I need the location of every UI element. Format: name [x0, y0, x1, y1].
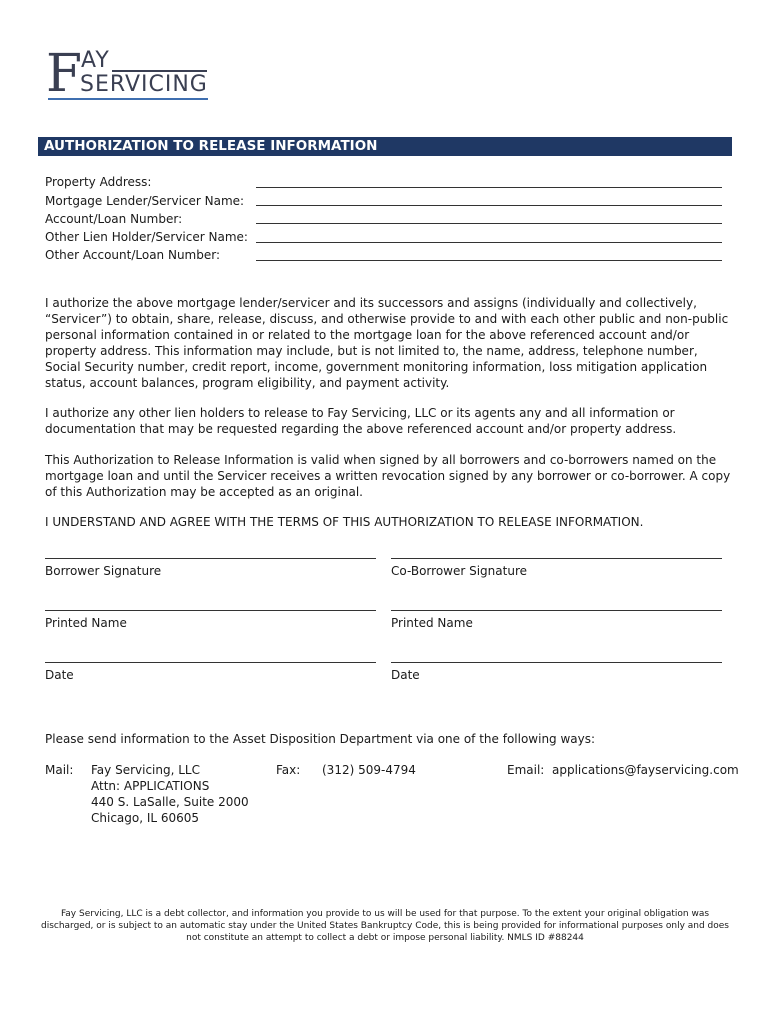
- other-lien-holder-label: Other Lien Holder/Servicer Name:: [45, 230, 248, 244]
- borrower-printed-name-label: Printed Name: [45, 616, 127, 630]
- coborrower-signature-label: Co-Borrower Signature: [391, 564, 527, 578]
- lender-name-field[interactable]: [256, 205, 722, 206]
- page-title: AUTHORIZATION TO RELEASE INFORMATION: [44, 138, 378, 154]
- logo-letters-ay: AY: [81, 48, 110, 73]
- other-account-number-field[interactable]: [256, 260, 722, 261]
- mail-address: [91, 762, 249, 826]
- other-account-number-label: Other Account/Loan Number:: [45, 248, 221, 262]
- lender-name-label: Mortgage Lender/Servicer Name:: [45, 194, 245, 208]
- borrower-date-field[interactable]: [45, 662, 376, 663]
- property-address-label: Property Address:: [45, 175, 152, 189]
- mail-label: Mail:: [45, 763, 74, 777]
- authorization-paragraph-1: I authorize the above mortgage lender/servicer and its successors and assigns (individually and collectively, “Servicer”) to obtain, share, release, discuss, and otherwise provide to and with each other public and non-public personal information contained in or related to the mortgage loan for the above referenced account and/or property address. This information may include, but is not limited to, the name, address, telephone number, Social Security number, credit report, income, government monitoring information, loss mitigation application status, account balances, program eligibility, and payment activity.: [45, 296, 729, 390]
- coborrower-signature-field[interactable]: [391, 558, 722, 559]
- borrower-signature-field[interactable]: [45, 558, 376, 559]
- authorization-paragraph-3: This Authorization to Release Information is valid when signed by all borrowers and co-borrowers named on the mortgage loan and until the Servicer receives a written revocation signed by any borrower or co-borrower. A copy of this Authorization may be accepted as an original.: [45, 453, 731, 499]
- coborrower-date-field[interactable]: [391, 662, 722, 663]
- title-bar: [38, 137, 732, 156]
- property-address-field[interactable]: [256, 187, 722, 188]
- borrower-printed-name-field[interactable]: [45, 610, 376, 611]
- legal-disclaimer: Fay Servicing, LLC is a debt collector, and information you provide to us will be used for that purpose. To the extent your original obligation was discharged, or is subject to an automatic stay under the United States Bankruptcy Code, this is being provided for informational purposes only and does not constitute an attempt to collect a debt or impose personal liability. NMLS ID #88244: [40, 909, 729, 943]
- mail-line-attn: Attn: APPLICATIONS: [91, 779, 210, 793]
- authorization-paragraph-2: I authorize any other lien holders to release to Fay Servicing, LLC or its agents any and all information or documentation that may be requested regarding the above referenced account and/or property address.: [45, 406, 677, 436]
- other-lien-holder-field[interactable]: [256, 242, 722, 243]
- mail-line-company: Fay Servicing, LLC: [91, 763, 200, 777]
- email-label: Email:: [507, 763, 545, 777]
- borrower-date-label: Date: [45, 668, 74, 682]
- coborrower-printed-name-field[interactable]: [391, 610, 722, 611]
- logo-underline: [48, 98, 208, 100]
- account-number-label: Account/Loan Number:: [45, 212, 183, 226]
- fax-label: Fax:: [276, 763, 301, 777]
- account-number-field[interactable]: [256, 223, 722, 224]
- borrower-signature-label: Borrower Signature: [45, 564, 162, 578]
- email-address[interactable]: applications@fayservicing.com: [552, 763, 739, 777]
- logo-servicing: SERVICING: [80, 72, 208, 97]
- fax-number: (312) 509-4794: [322, 763, 416, 777]
- coborrower-printed-name-label: Printed Name: [391, 616, 473, 630]
- logo-letter-f: F: [46, 44, 81, 104]
- coborrower-date-label: Date: [391, 668, 420, 682]
- mail-line-city: Chicago, IL 60605: [91, 811, 200, 825]
- contact-intro: Please send information to the Asset Disposition Department via one of the following ways:: [45, 732, 596, 746]
- mail-line-street: 440 S. LaSalle, Suite 2000: [91, 795, 249, 809]
- agreement-statement: I UNDERSTAND AND AGREE WITH THE TERMS OF THIS AUTHORIZATION TO RELEASE INFORMATION.: [45, 515, 644, 529]
